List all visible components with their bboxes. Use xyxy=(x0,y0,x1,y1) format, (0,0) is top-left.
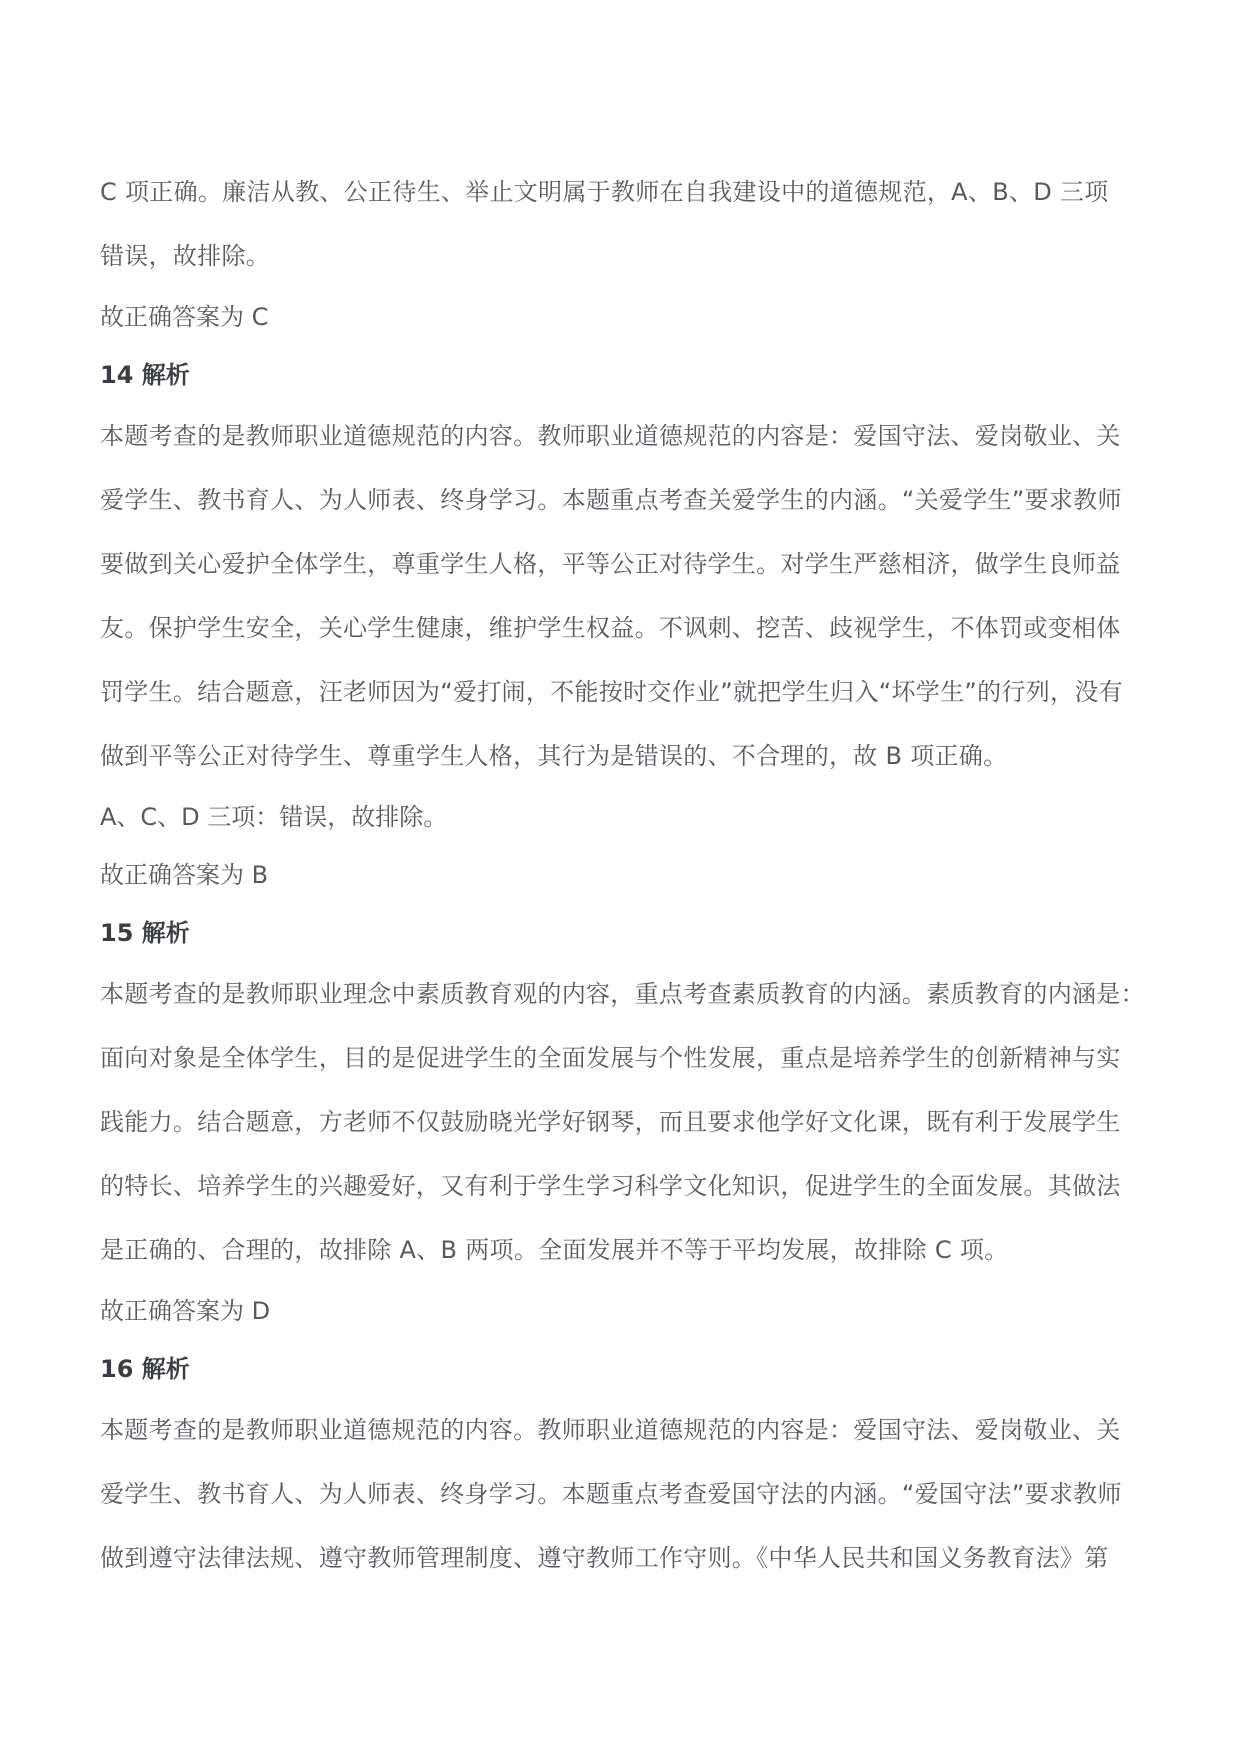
answer-15: 故正确答案为 D xyxy=(100,1297,271,1325)
explanation-15 xyxy=(100,904,1160,1340)
text-line: 践能力。结合题意，方老师不仅鼓励晓光学好钢琴，而且要求他学好文化课，既有利于发展学生 xyxy=(100,1108,1121,1136)
heading-14: 14 解析 xyxy=(100,361,190,389)
heading-15: 15 解析 xyxy=(100,919,190,947)
explanation-13 xyxy=(100,160,1160,346)
text-line: C 项正确。廉洁从教、公正待生、举止文明属于教师在自我建设中的道德规范，A、B、D 三项 xyxy=(100,178,1109,206)
explanation-13-text xyxy=(100,160,1160,288)
text-line: 本题考查的是教师职业道德规范的内容。教师职业道德规范的内容是：爱国守法、爱岗敬业、关 xyxy=(100,422,1121,450)
text-line: 的特长、培养学生的兴趣爱好，又有利于学生学习科学文化知识，促进学生的全面发展。其做法 xyxy=(100,1172,1121,1200)
heading-16: 16 解析 xyxy=(100,1355,190,1383)
extra-14: A、C、D 三项：错误，故排除。 xyxy=(100,803,448,831)
text-line: 做到遵守法律法规、遵守教师管理制度、遵守教师工作守则。《中华人民共和国义务教育法》第 xyxy=(100,1544,1109,1572)
explanation-16-text xyxy=(100,1398,1160,1590)
text-line: 是正确的、合理的，故排除 A、B 两项。全面发展并不等于平均发展，故排除 C 项。 xyxy=(100,1236,1009,1264)
text-line: 罚学生。结合题意，汪老师因为“爱打闹，不能按时交作业”就把学生归入“坏学生”的行列，没有 xyxy=(100,678,1123,706)
text-line: 面向对象是全体学生，目的是促进学生的全面发展与个性发展，重点是培养学生的创新精神与实 xyxy=(100,1044,1121,1072)
text-line: 爱学生、教书育人、为人师表、终身学习。本题重点考查爱国守法的内涵。“爱国守法”要求教师 xyxy=(100,1480,1122,1508)
explanation-14 xyxy=(100,346,1160,904)
explanation-16 xyxy=(100,1340,1160,1590)
explanation-15-text xyxy=(100,962,1160,1282)
text-line: 本题考查的是教师职业道德规范的内容。教师职业道德规范的内容是：爱国守法、爱岗敬业、关 xyxy=(100,1416,1121,1444)
document-page xyxy=(100,160,1160,1590)
text-line: 本题考查的是教师职业理念中素质教育观的内容，重点考查素质教育的内涵。素质教育的内涵是： xyxy=(100,980,1145,1008)
text-line: 要做到关心爱护全体学生，尊重学生人格，平等公正对待学生。对学生严慈相济，做学生良师益 xyxy=(100,550,1121,578)
text-line: 错误，故排除。 xyxy=(100,242,271,270)
text-line: 爱学生、教书育人、为人师表、终身学习。本题重点考查关爱学生的内涵。“关爱学生”要求教师 xyxy=(100,486,1122,514)
answer-14: 故正确答案为 B xyxy=(100,861,269,889)
text-line: 友。保护学生安全，关心学生健康，维护学生权益。不讽刺、挖苦、歧视学生，不体罚或变相体 xyxy=(100,614,1121,642)
text-line: 做到平等公正对待学生、尊重学生人格，其行为是错误的、不合理的，故 B 项正确。 xyxy=(100,742,1008,770)
answer-13: 故正确答案为 C xyxy=(100,303,269,331)
explanation-14-text xyxy=(100,404,1160,788)
